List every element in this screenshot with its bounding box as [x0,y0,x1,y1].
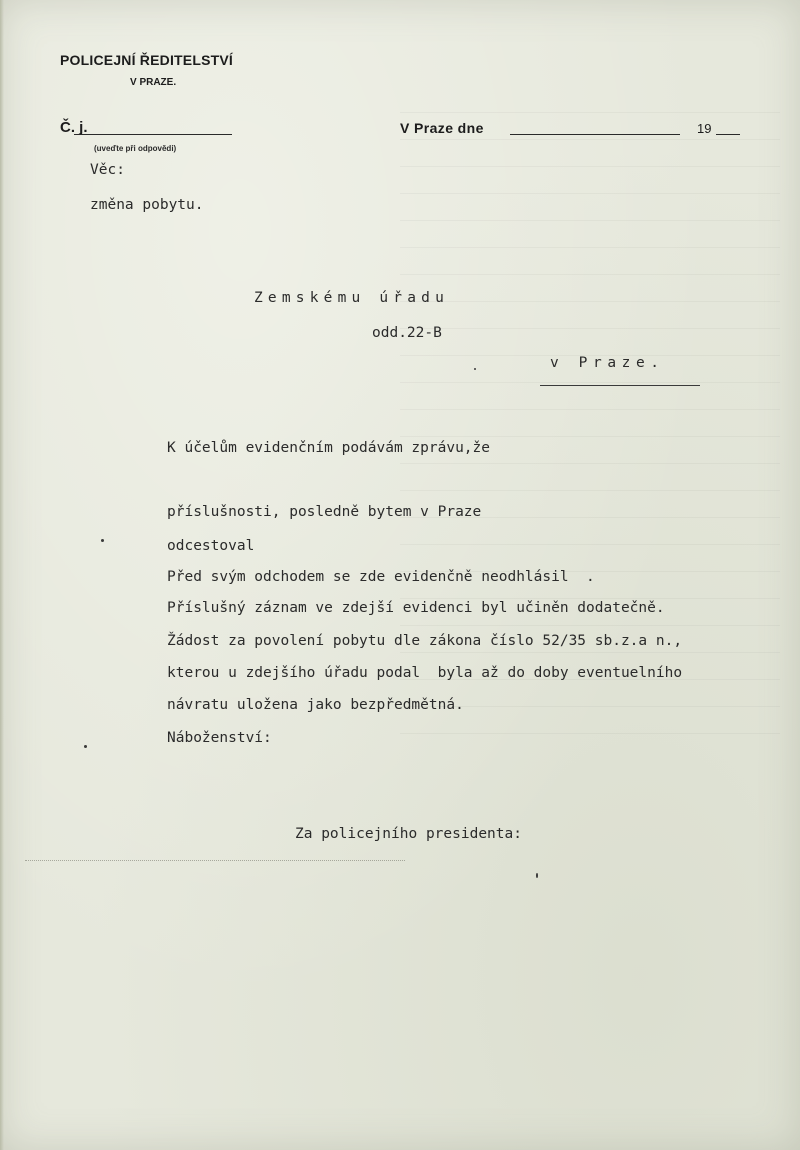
ink-speck [474,368,476,370]
addressee-office: Zemskému úřadu [254,290,450,306]
reference-hint: (uveďte při odpovědi) [94,144,177,153]
body-line: odcestoval [167,538,255,554]
date-line [510,134,680,135]
letterhead-city: V PRAZE. [130,77,177,88]
addressee-underline [540,385,700,386]
body-line: Před svým odchodem se zde evidenčně neodhlásil . [167,569,595,585]
signature-line: Za policejního presidenta: [295,826,522,842]
page-edge-shadow [0,0,4,1150]
body-line: návratu uložena jako bezpředmětná. [167,697,464,713]
reference-number-label: Č. j. [60,119,88,136]
subject-text: změna pobytu. [90,197,204,213]
ink-speck [101,539,104,542]
addressee-city: v Praze. [550,355,665,371]
faint-dotted-rule [25,860,405,861]
body-line: příslušnosti, posledně bytem v Praze [167,504,482,520]
body-intro: K účelům evidenčním podávám zprávu,že [167,440,491,456]
reference-number-line [74,134,232,135]
place-date-label: V Praze dne [400,120,484,136]
body-line: Příslušný záznam ve zdejší evidenci byl učiněn dodatečně. [167,600,665,616]
letterhead-title: POLICEJNÍ ŘEDITELSTVÍ [60,52,233,68]
year-line [716,134,740,135]
ink-speck [536,873,538,878]
addressee-department: odd.22-B [372,325,442,341]
body-line: Náboženství: [167,730,272,746]
year-prefix: 19 [697,121,712,136]
ink-speck [84,745,87,748]
subject-label: Věc: [90,162,125,178]
body-line: kterou u zdejšího úřadu podal byla až do doby eventuelního [167,665,683,681]
body-line: Žádost za povolení pobytu dle zákona číslo 52/35 sb.z.a n., [167,633,683,649]
